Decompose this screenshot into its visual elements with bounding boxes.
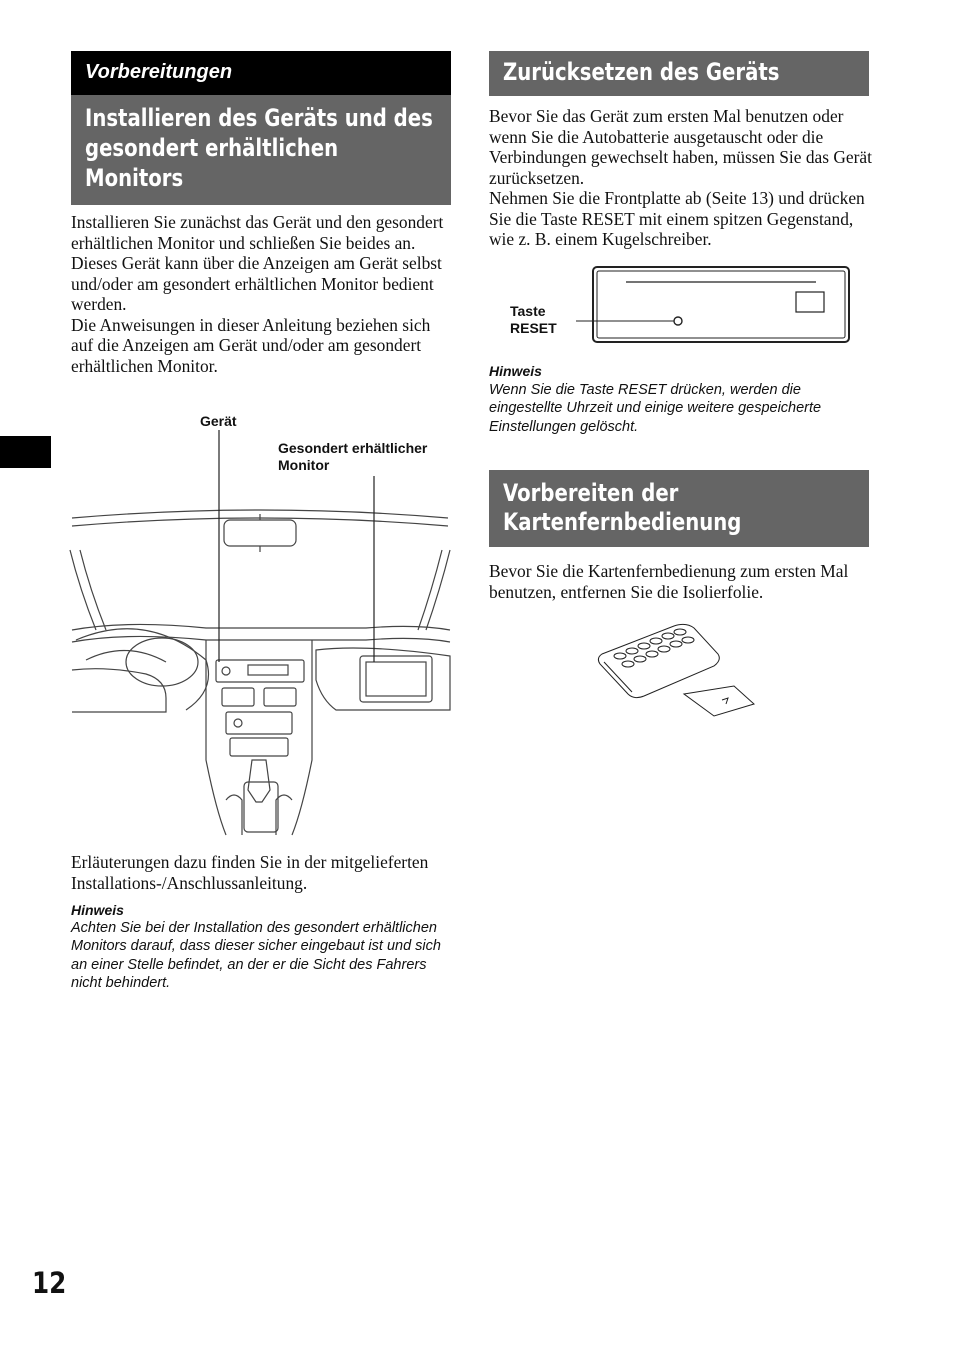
- reset-note-title: Hinweis: [489, 363, 542, 379]
- reset-note-text: Wenn Sie die Taste RESET drücken, werden die eingestellte Uhrzeit und einige weitere gespeicherte Einstellungen gelöscht.: [489, 382, 822, 435]
- reset-paragraph-2: Nehmen Sie die Frontplatte ab (Seite 13) und drücken Sie die Taste RESET mit einem spitzen Gegenstand, wie z. B. einem Kugelschreiber.: [489, 188, 865, 249]
- reset-paragraph-1: Bevor Sie das Gerät zum ersten Mal benutzen oder wenn Sie die Autobatterie ausgetauscht oder die Verbindungen gewechselt haben, müssen Sie das Gerät zurücksetzen.: [489, 106, 872, 188]
- install-note-text: Achten Sie bei der Installation des gesondert erhältlichen Monitors darauf, dass dieser sicher eingebaut ist und sich an einer Stelle befindet, an der er die Sicht des Fahrers nicht behindert.: [71, 920, 441, 991]
- install-after-figure: Erläuterungen dazu finden Sie in der mitgelieferten Installations-/Anschlussanleitung.: [71, 852, 429, 893]
- remote-heading: [489, 470, 869, 547]
- install-heading-line-2: gesondert erhältlichen: [85, 134, 339, 162]
- remote-illustration: [594, 620, 764, 720]
- install-heading-line-1: Installieren des Geräts und des: [85, 104, 433, 132]
- install-heading-line-3: Monitors: [85, 164, 184, 192]
- install-paragraph-1: Installieren Sie zunächst das Gerät und den gesondert erhältlichen Monitor und schließen Sie beides an.: [71, 212, 444, 253]
- chapter-tab: [0, 436, 51, 468]
- page-number: 12: [32, 1266, 67, 1300]
- install-heading: [71, 95, 451, 205]
- remote-heading-line-1: Vorbereiten der: [503, 479, 679, 507]
- remote-heading-line-2: Kartenfernbedienung: [503, 508, 742, 536]
- section-label-bar: [71, 51, 451, 95]
- reset-heading-text: Zurücksetzen des Geräts: [503, 58, 780, 86]
- label-monitor-line-1: Gesondert erhältlicher: [278, 440, 428, 456]
- install-paragraph-2: Dieses Gerät kann über die Anzeigen am Gerät selbst und/oder am gesondert erhältlichen Monitor bedient werden.: [71, 253, 442, 314]
- reset-heading: [489, 51, 869, 96]
- install-intro: [71, 212, 456, 376]
- install-paragraph-3: Die Anweisungen in dieser Anleitung beziehen sich auf die Anzeigen am Gerät und/oder am gesondert erhältlichen Monitor.: [71, 314, 431, 376]
- reset-label-line-2: RESET: [510, 320, 557, 336]
- remote-paragraph: Bevor Sie die Kartenfernbedienung zum ersten Mal benutzen, entfernen Sie die Isolierfolie.: [489, 561, 849, 602]
- dashboard-illustration: [66, 430, 456, 840]
- label-monitor-line-2: Monitor: [278, 457, 330, 473]
- reset-body: [489, 106, 874, 250]
- head-unit-illustration: [566, 264, 856, 346]
- reset-label-line-1: Taste: [510, 303, 546, 319]
- install-note-title: Hinweis: [71, 902, 124, 918]
- section-label: Vorbereitungen: [85, 61, 233, 83]
- label-device: Gerät: [200, 413, 237, 429]
